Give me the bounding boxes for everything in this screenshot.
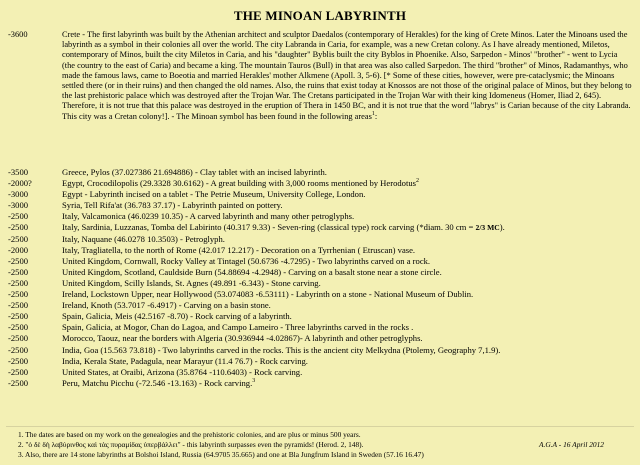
list-item — [8, 200, 632, 211]
list-item — [8, 222, 632, 233]
labyrinth-list — [8, 167, 632, 389]
entry-text: Peru, Matchu Picchu (-72.546 -13.163) - Rock carving.$^3$ — [62, 377, 256, 388]
entry-year: -2500 — [8, 355, 29, 366]
entry-year: -2500 — [8, 233, 29, 244]
intro-text: Crete - The first labyrinth was built by the Athenian architect and sculptor Daedalos (contemporary of Herakles) for the king of Crete Minos. Later the Minoans used the labyrinth as a symbol in their colonies all over the world. The city Labranda in Caria, for example, was a new Cretan colony. As I have already mentioned, Miletos, contemporary of Minos, built the city Miletos in Caria, and his "daughter" Byblis built the city Byblos in Phoenike. Also, Sarpedon - Minos' "brother" - went to Lycia (the country to the east of Caria) and became a king. The mountain Tauros (Bull) in that area was also called Sarpedon. The third "brother" of Minos, Radamanthys, who made the famous laws, came to Boeotia and married Herakles' mother Alkmene (Apoll. 3, 5-6). [* Some of these cities, however, were pre-cataclysmic; the Minoans settled there (or in their ruins) and then changed the old names. Also, the ruins that exist today at Knossos are not those of the original palace of Minos, but they belong to the last prehistoric palace which was destroyed after the Trojan War. The Cretans participated in the Trojan War with their king Idomeneus (Homer, Iliad 2, 645). Therefore, it is not true that this palace was destroyed in the eruption of Thera in 1450 BC, and it is not true that the word "labrys" is Carian because of the city Labranda. This city was a Cretan colony!]. - The Minoan symbol has been found in the following areas$^1$: — [62, 30, 632, 121]
entry-text: Italy, Sardinia, Luzzanas, Tomba del Labirinto (40.317 9.33) - Seven-ring (classical type) rock carving (*diam. 30 cm = 2/3 MC). — [62, 222, 505, 233]
list-item — [8, 289, 632, 300]
entry-text: Italy, Valcamonica (46.0239 10.35) - A carved labyrinth and many other petroglyphs. — [62, 211, 355, 222]
list-item — [8, 367, 632, 378]
entry-year: -3000 — [8, 189, 29, 200]
list-item — [8, 256, 632, 267]
list-item — [8, 300, 632, 311]
list-item — [8, 178, 632, 189]
intro-year: -3600 — [8, 30, 28, 39]
entry-text: United Kingdom, Scotland, Cauldside Burn (54.88694 -4.2948) - Carving on a basalt stone near a stone circle. — [62, 266, 442, 277]
footnote-ref: 3 — [252, 377, 256, 384]
entry-text: India, Kerala State, Padagula, near Marayur (11.4 76.7) - Rock carving. — [62, 355, 308, 366]
author-signature: A.G.A - 16 April 2012 — [538, 440, 604, 449]
list-item — [8, 245, 632, 256]
footnote-ref: 2 — [415, 178, 419, 185]
entry-text: Italy, Tragliatella, to the north of Rome (42.017 12.217) - Decoration on a Tyrrhenian ( Etruscan) vase. — [62, 244, 416, 255]
entry-year: -2500 — [8, 277, 29, 288]
footnote-1: 1. The dates are based on my work on the genealogies and the prehistoric colonies, and are plus or minus 500 years. — [18, 430, 361, 439]
entry-text: Egypt - Labyrinth incised on a tablet - The Petrie Museum, University College, London. — [62, 189, 366, 200]
entry-text: Italy, Naquane (46.0278 10.3503) - Petroglyph. — [62, 233, 225, 244]
list-item — [8, 234, 632, 245]
entry-year: -3500 — [8, 167, 29, 177]
list-item — [8, 167, 632, 178]
list-item — [8, 267, 632, 278]
entry-text: Syria, Tell Rifa'at (36.783 37.17) - Labyrinth painted on pottery. — [62, 200, 283, 211]
entry-text: United States, at Oraibi, Arizona (35.8764 -110.6403) - Rock carving. — [62, 366, 303, 377]
entry-year: -2500 — [8, 344, 29, 355]
entry-text: Spain, Galicia, Meis (42.5167 -8.70) - Rock carving of a labyrinth. — [62, 311, 292, 322]
entry-text: Ireland, Lockstown Upper, near Hollywood (53.074083 -6.53111) - Labyrinth on a stone - National Museum of Dublin. — [62, 289, 474, 300]
entry-year: -2500 — [8, 289, 29, 300]
entry-year: -2500 — [8, 300, 29, 311]
entry-text: Ireland, Knoth (53.7017 -6.4917) - Carving on a basin stone. — [62, 300, 271, 311]
entry-year: -3000 — [8, 200, 29, 211]
list-item — [8, 356, 632, 367]
intro-paragraph — [8, 30, 632, 122]
entry-year: -2500 — [8, 311, 29, 322]
entry-text: United Kingdom, Cornwall, Rocky Valley at Tintagel (50.6736 -4.7295) - Two labyrinths carved on a rock. — [62, 255, 431, 266]
entry-year: -2500 — [8, 322, 29, 333]
entry-text: Morocco, Taouz, near the borders with Algeria (30.936944 -4.02867)- A labyrinth and other petroglyphs. — [62, 333, 423, 344]
list-item — [8, 322, 632, 333]
list-item — [8, 378, 632, 389]
entry-year: -2500 — [8, 255, 29, 266]
footnote-ref: 1 — [371, 110, 375, 117]
entry-text: India, Goa (15.563 73.818) - Two labyrinths carved in the rocks. This is the ancient city Melkydna (Ptolemy, Geography 7,1.9). — [62, 344, 501, 355]
entry-year: -2500 — [8, 211, 29, 222]
entry-text: Egypt, Crocodilopolis (29.3328 30.6162) - A great building with 3,000 rooms mentioned by Herodotus$^2$ — [62, 178, 419, 189]
entry-year: -2500 — [8, 222, 29, 233]
list-item — [8, 333, 632, 344]
page-title: THE MINOAN LABYRINTH — [233, 8, 407, 23]
footnote-3: 3. Also, there are 14 stone labyrinths at Bolshoi Island, Russia (64.9705 35.665) and one at Bla Jungfrum Island in Sweden (57.16 16.47) — [18, 450, 424, 459]
entry-text: United Kingdom, Scilly Islands, St. Agnes (49.891 -6.343) - Stone carving. — [62, 277, 321, 288]
list-item — [8, 345, 632, 356]
list-item — [8, 278, 632, 289]
entry-year: -2500 — [8, 366, 29, 377]
entry-year: -2000 — [8, 244, 29, 255]
entry-year: -2500 — [8, 266, 29, 277]
list-item — [8, 189, 632, 200]
entry-text: Greece, Pylos (37.027386 21.694886) - Clay tablet with an incised labyrinth. — [62, 167, 327, 177]
entry-emphasis: 2/3 MC — [475, 223, 500, 233]
list-item — [8, 311, 632, 322]
footnote-2: 2. "ὁ δὲ δὴ λαβύρινθος καὶ τὰς πυραμίδας ὑπερβάλλει" - this labyrinth surpasses even the pyramids! (Herod. 2, 148). — [18, 440, 364, 449]
entry-year: -2000? — [8, 178, 32, 189]
entry-year: -2500 — [8, 377, 29, 388]
entry-year: -2500 — [8, 333, 29, 344]
entry-text: Spain, Galicia, at Mogor, Chan do Lagoa, and Campo Lameiro - Three labyrinths carved in the rocks . — [62, 322, 414, 333]
list-item — [8, 211, 632, 222]
